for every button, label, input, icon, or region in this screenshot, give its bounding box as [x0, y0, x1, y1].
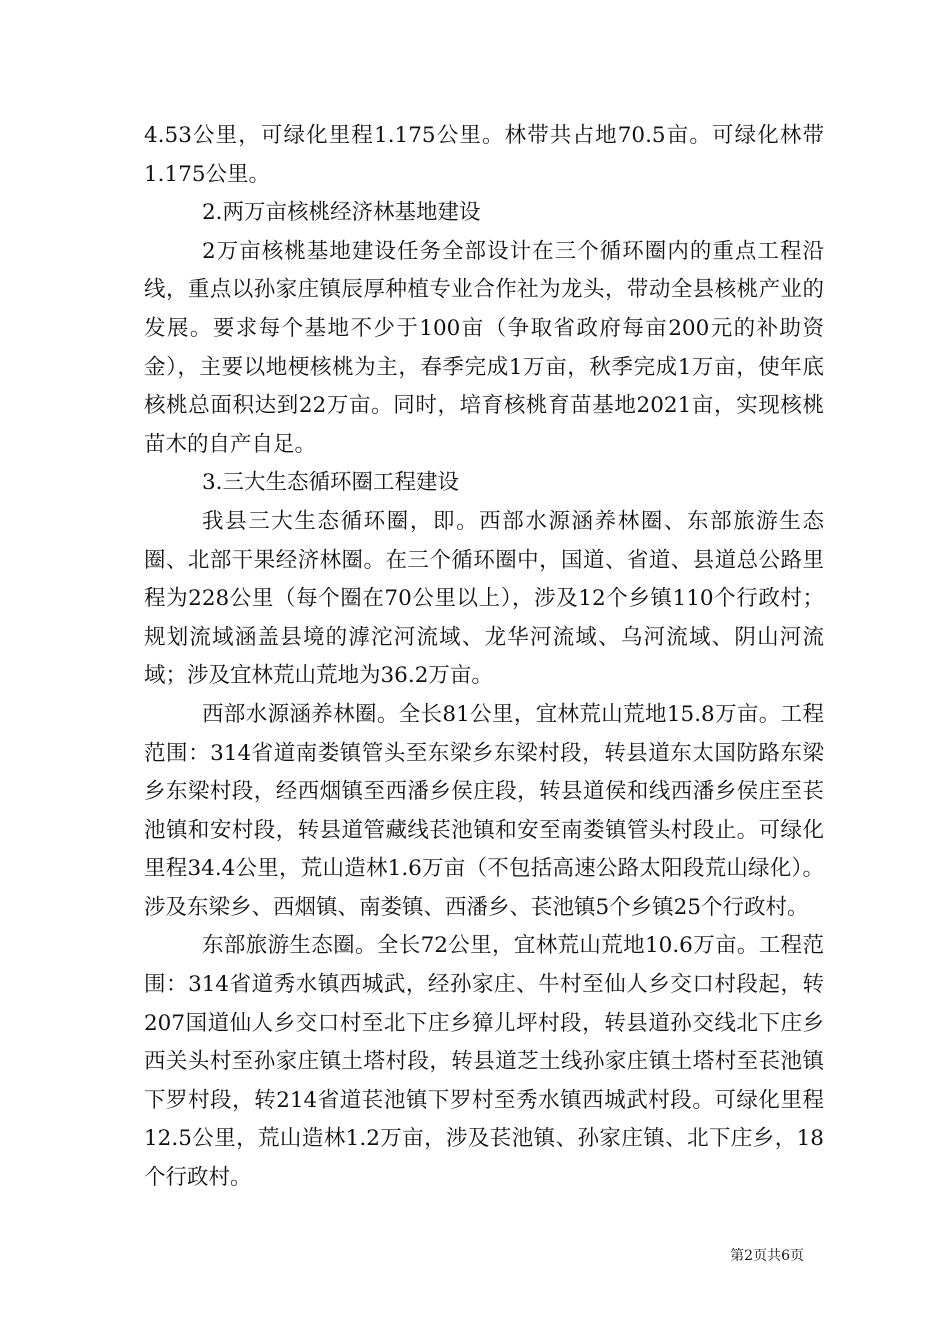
paragraph-walnut-base: 2万亩核桃基地建设任务全部设计在三个循环圈内的重点工程沿线，重点以孙家庄镇辰厚种植专业合作社为龙头，带动全县核桃产业的发展。要求每个基地不少于100亩（争取省政府每亩200元的补助资金），主要以地梗核桃为主，春季完成1万亩，秋季完成1万亩，使年底核桃总面积达到22万亩。同时，培育核桃育苗基地2021亩，实现核桃苗木的自产自足。 — [144, 238, 824, 457]
document-body — [144, 117, 824, 1198]
section-heading-walnut-base: 2.两万亩核桃经济林基地建设 — [202, 200, 481, 226]
paragraph-eco-circles-overview: 我县三大生态循环圈，即。西部水源涵养林圈、东部旅游生态圈、北部干果经济林圈。在三个循环圈中，国道、省道、县道总公路里程为228公里（每个圈在70公里以上），涉及12个乡镇110个行政村；规划流域涵盖县境的滹沱河流域、龙华河流域、乌河流域、阴山河流域；涉及宜林荒山荒地为36.2万亩。 — [144, 508, 824, 689]
paragraph-east-circle: 东部旅游生态圈。全长72公里，宜林荒山荒地10.6万亩。工程范围：314省道秀水镇西城武，经孙家庄、牛村至仙人乡交口村段起，转207国道仙人乡交口村至北下庄乡獐儿坪村段，转县道孙交线北下庄乡西关头村至孙家庄镇土塔村段，转县道芝土线孙家庄镇土塔村至苌池镇下罗村段，转214省道苌池镇下罗村至秀水镇西城武村段。可绿化里程12.5公里，荒山造林1.2万亩，涉及苌池镇、孙家庄镇、北下庄乡，18个行政村。 — [144, 933, 824, 1191]
paragraph-continuation: 4.53公里，可绿化里程1.175公里。林带共占地70.5亩。可绿化林带1.175公里。 — [144, 123, 824, 187]
page-number: 第2页共6页 — [730, 1248, 804, 1264]
section-heading-eco-circles: 3.三大生态循环圈工程建设 — [202, 470, 460, 496]
paragraph-west-circle: 西部水源涵养林圈。全长81公里，宜林荒山荒地15.8万亩。工程范围：314省道南娄镇管头至东梁乡东梁村段，转县道东太国防路东梁乡东梁村段，经西烟镇至西潘乡侯庄段，转县道侯和线西潘乡侯庄至苌池镇和安村段，转县道管藏线苌池镇和安至南娄镇管头村段止。可绿化里程34.4公里，荒山造林1.6万亩（不包括高速公路太阳段荒山绿化）。涉及东梁乡、西烟镇、南娄镇、西潘乡、苌池镇5个乡镇25个行政村。 — [144, 701, 824, 920]
